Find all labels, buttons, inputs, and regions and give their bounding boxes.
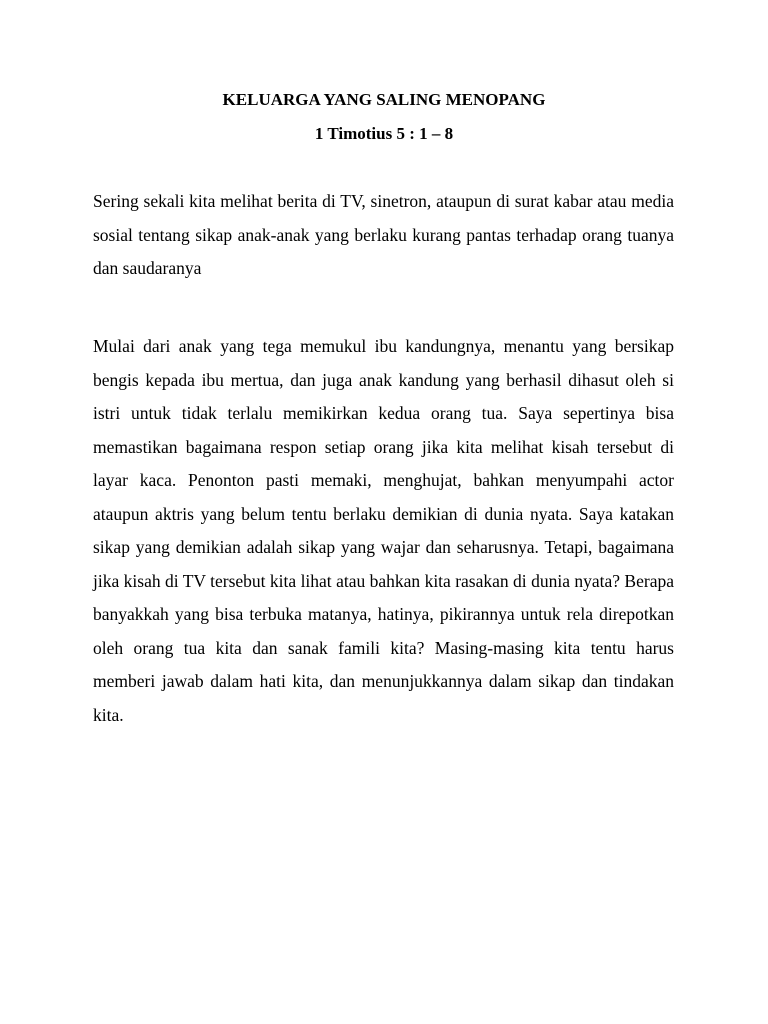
paragraph: Sering sekali kita melihat berita di TV, sinetron, ataupun di surat kabar atau media sosial tentang sikap anak-anak yang berlaku kurang pantas terhadap orang tuanya dan saudaranya xyxy=(93,191,674,278)
paragraph: Mulai dari anak yang tega memukul ibu kandungnya, menantu yang bersikap bengis kepada ibu mertua, dan juga anak kandung yang berhasil dihasut oleh si istri untuk tidak terlalu memikirkan kedua orang tua. Saya sepertinya bisa memastikan bagaimana respon setiap orang jika kita melihat kisah tersebut di layar kaca. Penonton pasti memaki, menghujat, bahkan menyumpahi actor ataupun aktris yang belum tentu berlaku demikian di dunia nyata. Saya katakan sikap yang demikian adalah sikap yang wajar dan seharusnya. Tetapi, bagaimana jika kisah di TV tersebut kita lihat atau bahkan kita rasakan di dunia nyata? Berapa banyakkah yang bisa terbuka matanya, hatinya, pikirannya untuk rela direpotkan oleh orang tua kita dan sanak famili kita? Masing-masing kita tentu harus memberi jawab dalam hati kita, dan menunjukkannya dalam sikap dan tindakan kita. xyxy=(93,336,674,725)
scripture-reference: 1 Timotius 5 : 1 – 8 xyxy=(314,124,454,143)
document-title: KELUARGA YANG SALING MENOPANG xyxy=(222,90,546,109)
